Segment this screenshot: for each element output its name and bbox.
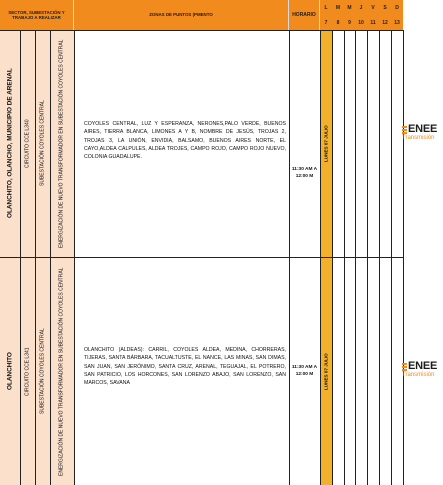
header-day-m1: M: [332, 0, 344, 15]
header-sector: [0, 0, 74, 30]
row1-horario: [289, 166, 320, 180]
row2-horario-from: 11:30 AM A: [291, 365, 318, 370]
row2-horario-to: 12:00 M: [295, 372, 314, 378]
row2-fecha: LUNES 07 JULIO: [323, 353, 329, 390]
header-horario-label: HORARIO: [292, 12, 316, 18]
header-zonas-label: ZONAS DE PUNTOS (PMENTO: [149, 12, 213, 18]
header-sector-label: SECTOR, SUBESTACIÓN Y TRABAJO A REALIZAR: [8, 9, 65, 20]
header-day-j: J: [355, 0, 367, 15]
header-date-8: 8: [332, 15, 344, 30]
header-date-10: 10: [355, 15, 367, 30]
header-date-13: 13: [391, 15, 403, 30]
enee-bars-icon: [402, 126, 407, 134]
row2-sector: OLANCHITO: [6, 352, 14, 391]
row1-trabajo: ENERGIZACIÓN DE NUEVO TRANSFORMADOR EN SUBESTACIÓN COYOLES CENTRAL: [58, 39, 65, 248]
enee-bars-icon: [402, 363, 407, 371]
grid-line: [403, 30, 404, 485]
row1-horario-to: 12:00 M: [295, 174, 314, 180]
row1-circuito: CIRCUITO CCE L340: [24, 119, 31, 168]
header-day-d: D: [391, 0, 403, 15]
row1-horario-from: 11:30 AM A: [291, 167, 318, 172]
row1-sector: OLANCHITO, OLANCHO, MUNICIPIO DE ARENAL: [6, 68, 14, 219]
row1-fecha: LUNES 07 JULIO: [323, 125, 329, 162]
header-day-m2: M: [344, 0, 355, 15]
header-date-11: 11: [367, 15, 379, 30]
header-day-v: V: [367, 0, 379, 15]
row2-trabajo: ENERGIZACIÓN DE NUEVO TRANSFORMADOR EN SUBESTACIÓN COYOLES CENTRAL: [58, 267, 65, 476]
header-date-7: 7: [320, 15, 332, 30]
row1-zonas: COYOLES CENTRAL, LUZ Y ESPERANZA, NERONES,PALO VERDE, BUENOS AIRES, TIERRA BLANCA, LIMONES A Y B, NOMBRE DE JESÚS, TROJAS 2, TROJAS 3, LA UNIÓN, ENVIDIA, BALSAMO, BUENOS AIRES NORTE, EL CAYO,ALDEA CALPULES, ALDEA TROJES, CAMPO ROJO, CAMPO ROJO NUEVO, COLONIA GUADALUPE.: [84, 121, 286, 161]
row1-enee-logo: ENEE Transmisión: [402, 123, 438, 141]
row2-circuito: CIRCUITO CCE L341: [24, 347, 31, 396]
header-zonas: [74, 0, 289, 30]
header-day-s: S: [379, 0, 391, 15]
row1-subestacion: SUBESTACIÓN COYOLES CENTRAL: [39, 100, 46, 187]
header-date-9: 9: [344, 15, 355, 30]
header-date-12: 12: [379, 15, 391, 30]
header-day-l: L: [320, 0, 332, 15]
row2-subestacion: SUBESTACIÓN COYOLES CENTRAL: [39, 328, 46, 415]
row2-zonas: OLANCHITO (ALDEAS): CARRIL, COYOLES ALDEA, MEDINA, CHORRERAS, TIJERAS, SANTA BÁRBARA, TACUALTUSTE, EL NANCE, LAS MINAS, SAN DIMAS, SAN JUAN, SAN JERÓNIMO, SANTA CRUZ, ARENAL, TEGUAJAL, EL POTRERO, SAN PATRICIO, LOS HORCONES, SAN LORENZO ABAJO, SAN LORENZO, SAN MARCOS, SAVANA: [84, 347, 286, 387]
header-horario: [289, 0, 320, 30]
row2-enee-logo: ENEE Transmisión: [402, 360, 438, 378]
row2-horario: [289, 364, 320, 378]
